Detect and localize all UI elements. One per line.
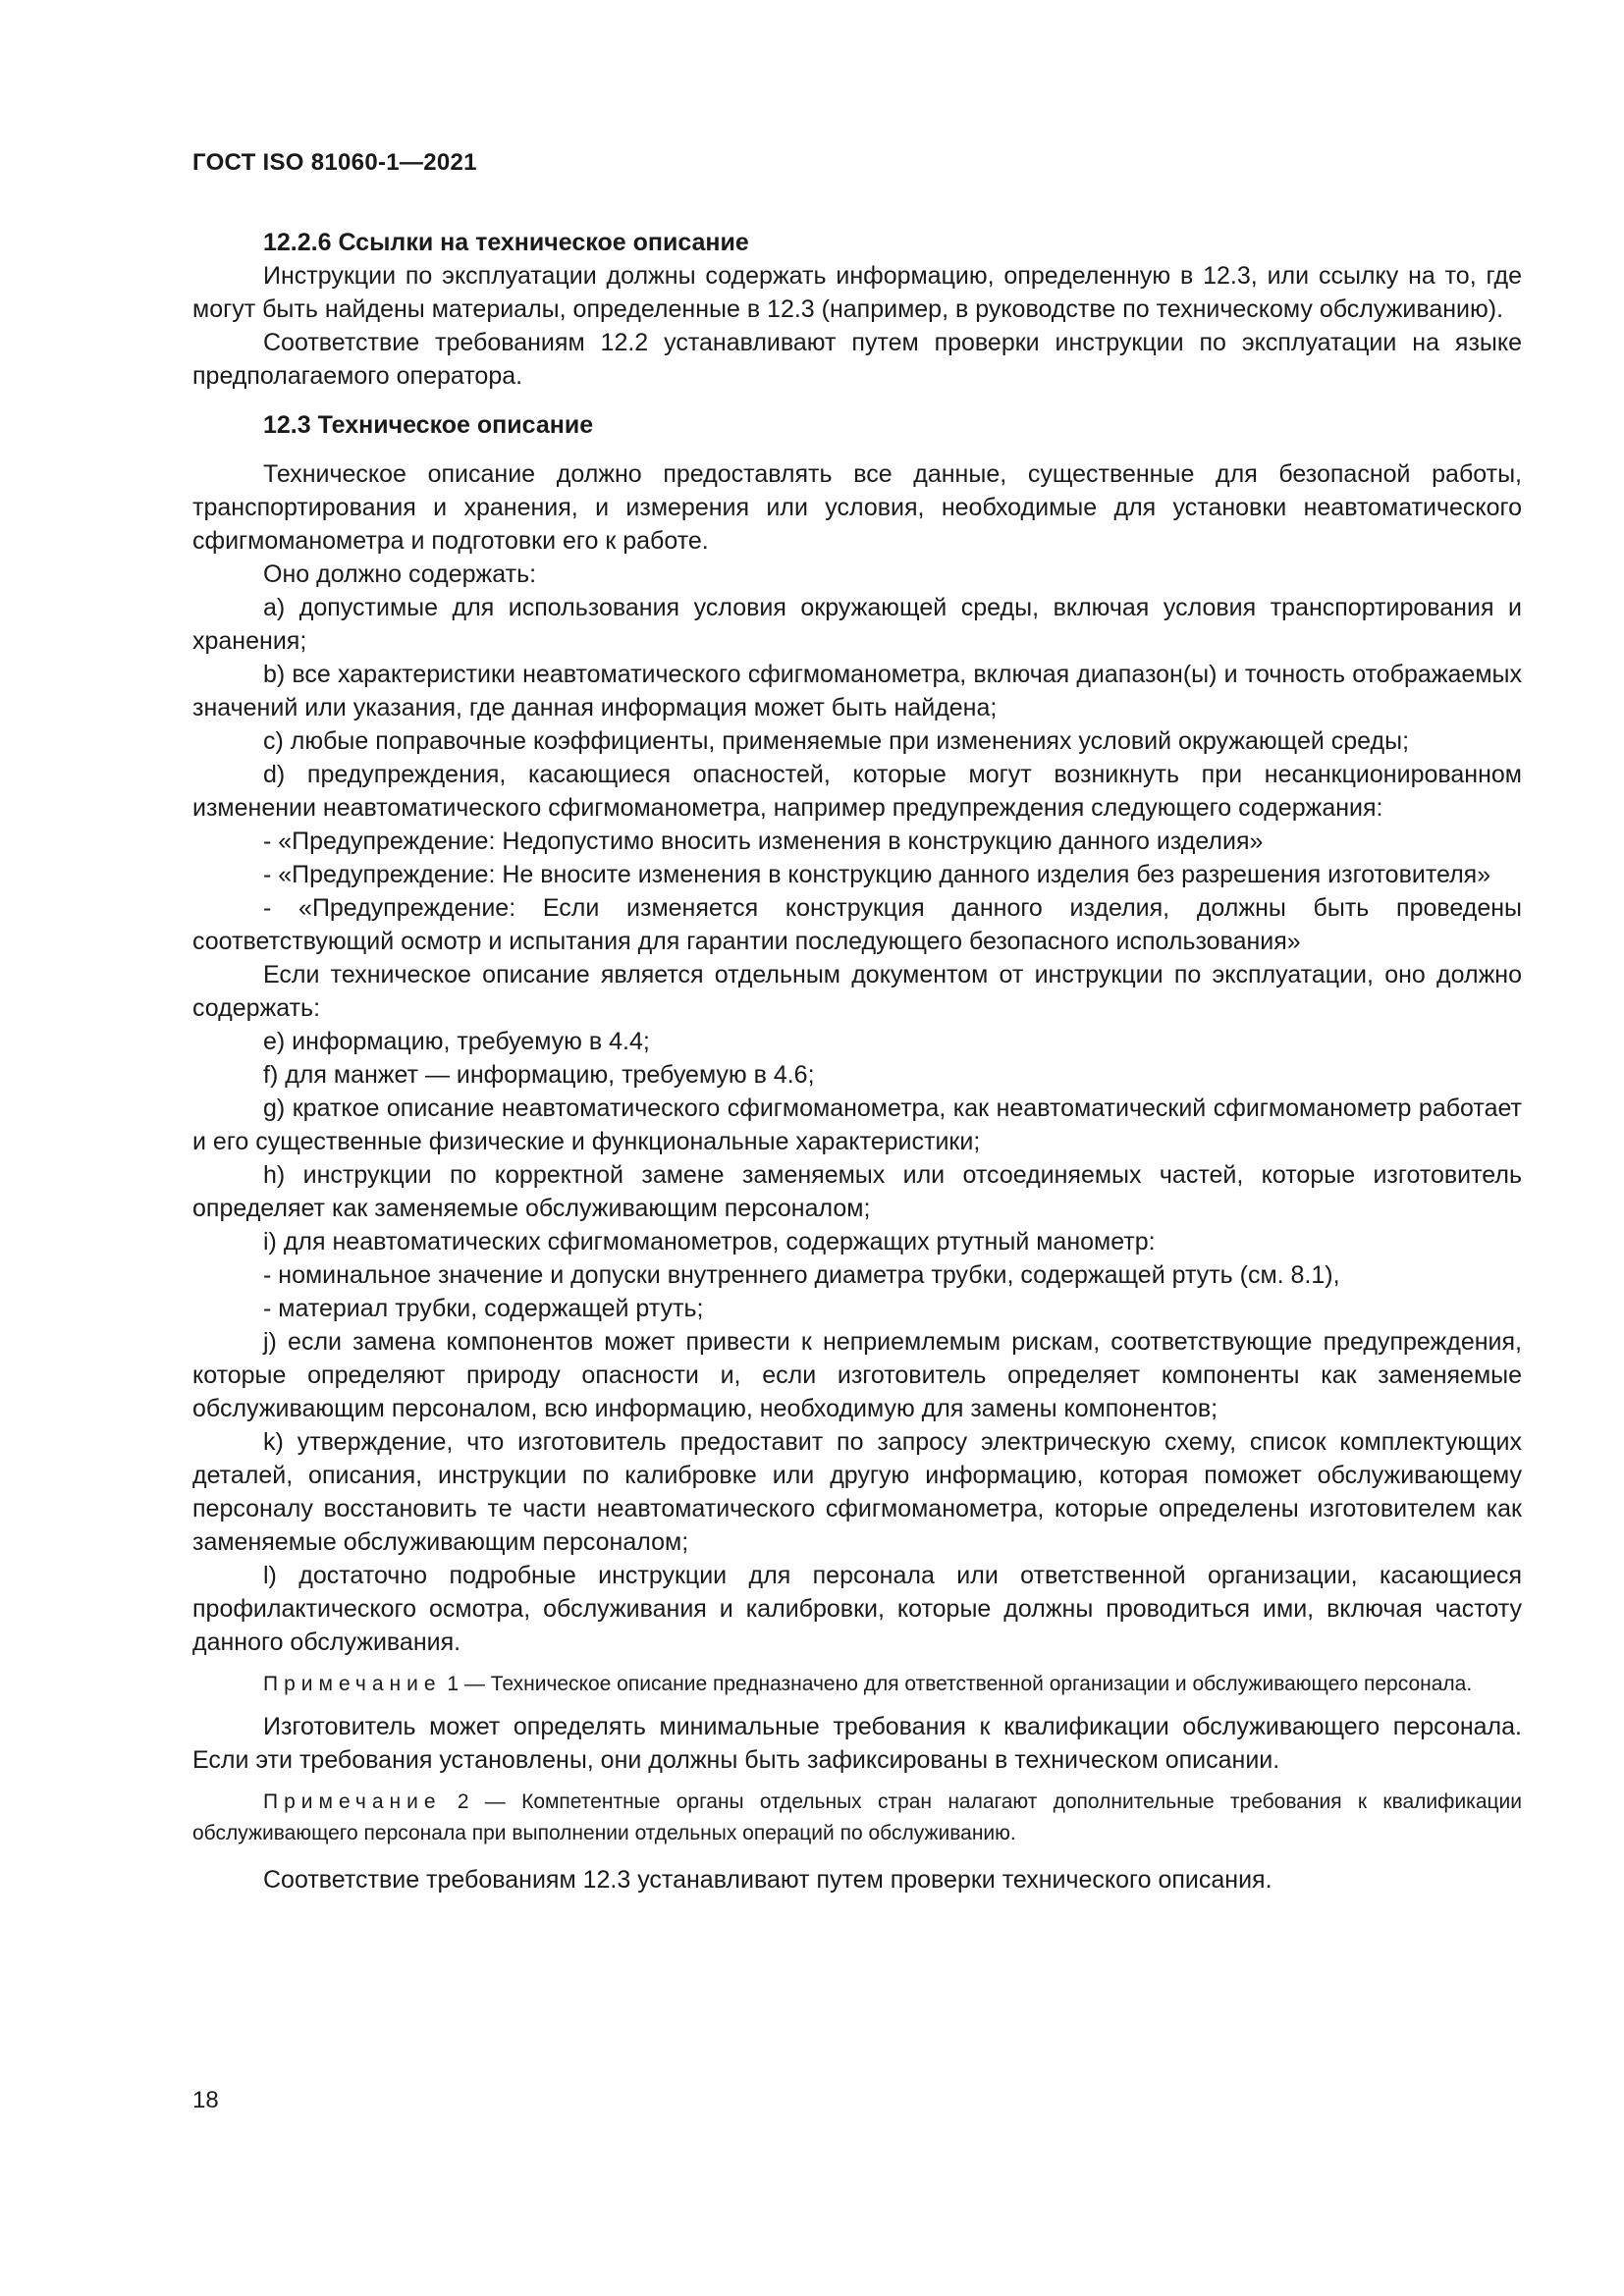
document-code-header: ГОСТ ISO 81060-1—2021 <box>192 149 477 176</box>
list-item-h: h) инструкции по корректной замене заменяемых или отсоединяемых частей, которые изготовитель определяет как заменяемые обслуживающим персоналом; <box>192 1161 1522 1222</box>
note-2-label: Примечание <box>263 1790 442 1813</box>
list-item-a: a) допустимые для использования условия окружающей среды, включая условия транспортирования и хранения; <box>192 594 1522 655</box>
list-item-f: f) для манжет — информацию, требуемую в 4.6; <box>263 1061 815 1089</box>
warning-item-3: - «Предупреждение: Если изменяется конструкция данного изделия, должны быть проведены соответствующий осмотр и испытания для гарантии последующего безопасного использования» <box>192 894 1522 955</box>
page-body <box>192 226 1522 1896</box>
section-heading-12-2-6: 12.2.6 Ссылки на техническое описание <box>263 229 749 256</box>
warning-item-2: - «Предупреждение: Не вносите изменения в конструкцию данного изделия без разрешения изготовителя» <box>263 861 1491 888</box>
warning-item-1: - «Предупреждение: Недопустимо вносить изменения в конструкцию данного изделия» <box>263 828 1264 855</box>
list-item-l: l) достаточно подробные инструкции для персонала или ответственной организации, касающиеся профилактического осмотра, обслуживания и калибровки, которые должны проводиться ими, включая частоту данного обслуживания. <box>192 1562 1522 1656</box>
list-item-i: i) для неавтоматических сфигмоманометров, содержащих ртутный манометр: <box>263 1228 1156 1255</box>
paragraph-qualification: Изготовитель может определять минимальные требования к квалификации обслуживающего персонала. Если эти требования установлены, они должны быть зафиксированы в техническом описании. <box>192 1713 1522 1774</box>
paragraph-12-2-6-instructions: Инструкции по эксплуатации должны содержать информацию, определенную в 12.3, или ссылку на то, где могут быть найдены материалы, определенные в 12.3 (например, в руководстве по техническому обслуживанию). <box>192 262 1522 323</box>
page-number: 18 <box>192 2087 219 2113</box>
list-item-b: b) все характеристики неавтоматического сфигмоманометра, включая диапазон(ы) и точность отображаемых значений или указания, где данная информация может быть найдена; <box>192 661 1522 721</box>
paragraph-12-3-intro: Техническое описание должно предоставлять все данные, существенные для безопасной работы, транспортирования и хранения, и измерения или условия, необходимые для установки неавтоматического сфигмоманометра и подготовки его к работе. <box>192 460 1522 555</box>
paragraph-12-2-compliance: Соответствие требованиям 12.2 устанавливают путем проверки инструкции по эксплуатации на языке предполагаемого оператора. <box>192 329 1522 390</box>
list-item-d: d) предупреждения, касающиеся опасностей, которые могут возникнуть при несанкционированном изменении неавтоматического сфигмоманометра, например предупреждения следующего содержания: <box>192 761 1522 822</box>
note-2 <box>192 1787 1522 1849</box>
note-1-text: 1 — Техническое описание предназначено для ответственной организации и обслуживающего персонала. <box>441 1673 1473 1695</box>
paragraph-12-3-compliance: Соответствие требованиям 12.3 устанавливают путем проверки технического описания. <box>263 1866 1272 1894</box>
list-item-k: k) утверждение, что изготовитель предоставит по запросу электрическую схему, список комплектующих деталей, описания, инструкции по калибровке или другую информацию, которая поможет обслуживающему персоналу восстановить те части неавтоматического сфигмоманометра, которые определены изготовителем как заменяемые обслуживающим персоналом; <box>192 1428 1522 1556</box>
sub-item-i-2: - материал трубки, содержащей ртуть; <box>263 1295 704 1322</box>
sub-item-i-1: - номинальное значение и допуски внутреннего диаметра трубки, содержащей ртуть (см. 8.1), <box>263 1261 1340 1289</box>
note-1 <box>192 1669 1522 1700</box>
paragraph-separate-document: Если техническое описание является отдельным документом от инструкции по эксплуатации, оно должно содержать: <box>192 961 1522 1022</box>
list-item-j: j) если замена компонентов может привести к неприемлемым рискам, соответствующие предупреждения, которые определяют природу опасности и, если изготовитель определяет компоненты как заменяемые обслуживающим персоналом, всю информацию, необходимую для замены компонентов; <box>192 1328 1522 1422</box>
list-item-g: g) краткое описание неавтоматического сфигмоманометра, как неавтоматический сфигмоманометр работает и его существенные физические и функциональные характеристики; <box>192 1095 1522 1155</box>
list-item-c: c) любые поправочные коэффициенты, применяемые при изменениях условий окружающей среды; <box>263 727 1410 755</box>
section-heading-12-3: 12.3 Техническое описание <box>263 411 594 439</box>
note-2-text: 2 — Компетентные органы отдельных стран налагают дополнительные требования к квалификации обслуживающего персонала при выполнении отдельных операций по обслуживанию. <box>192 1790 1522 1844</box>
paragraph-contains: Оно должно содержать: <box>263 561 537 588</box>
list-item-e: e) информацию, требуемую в 4.4; <box>263 1028 650 1055</box>
note-1-label: Примечание <box>263 1673 442 1695</box>
